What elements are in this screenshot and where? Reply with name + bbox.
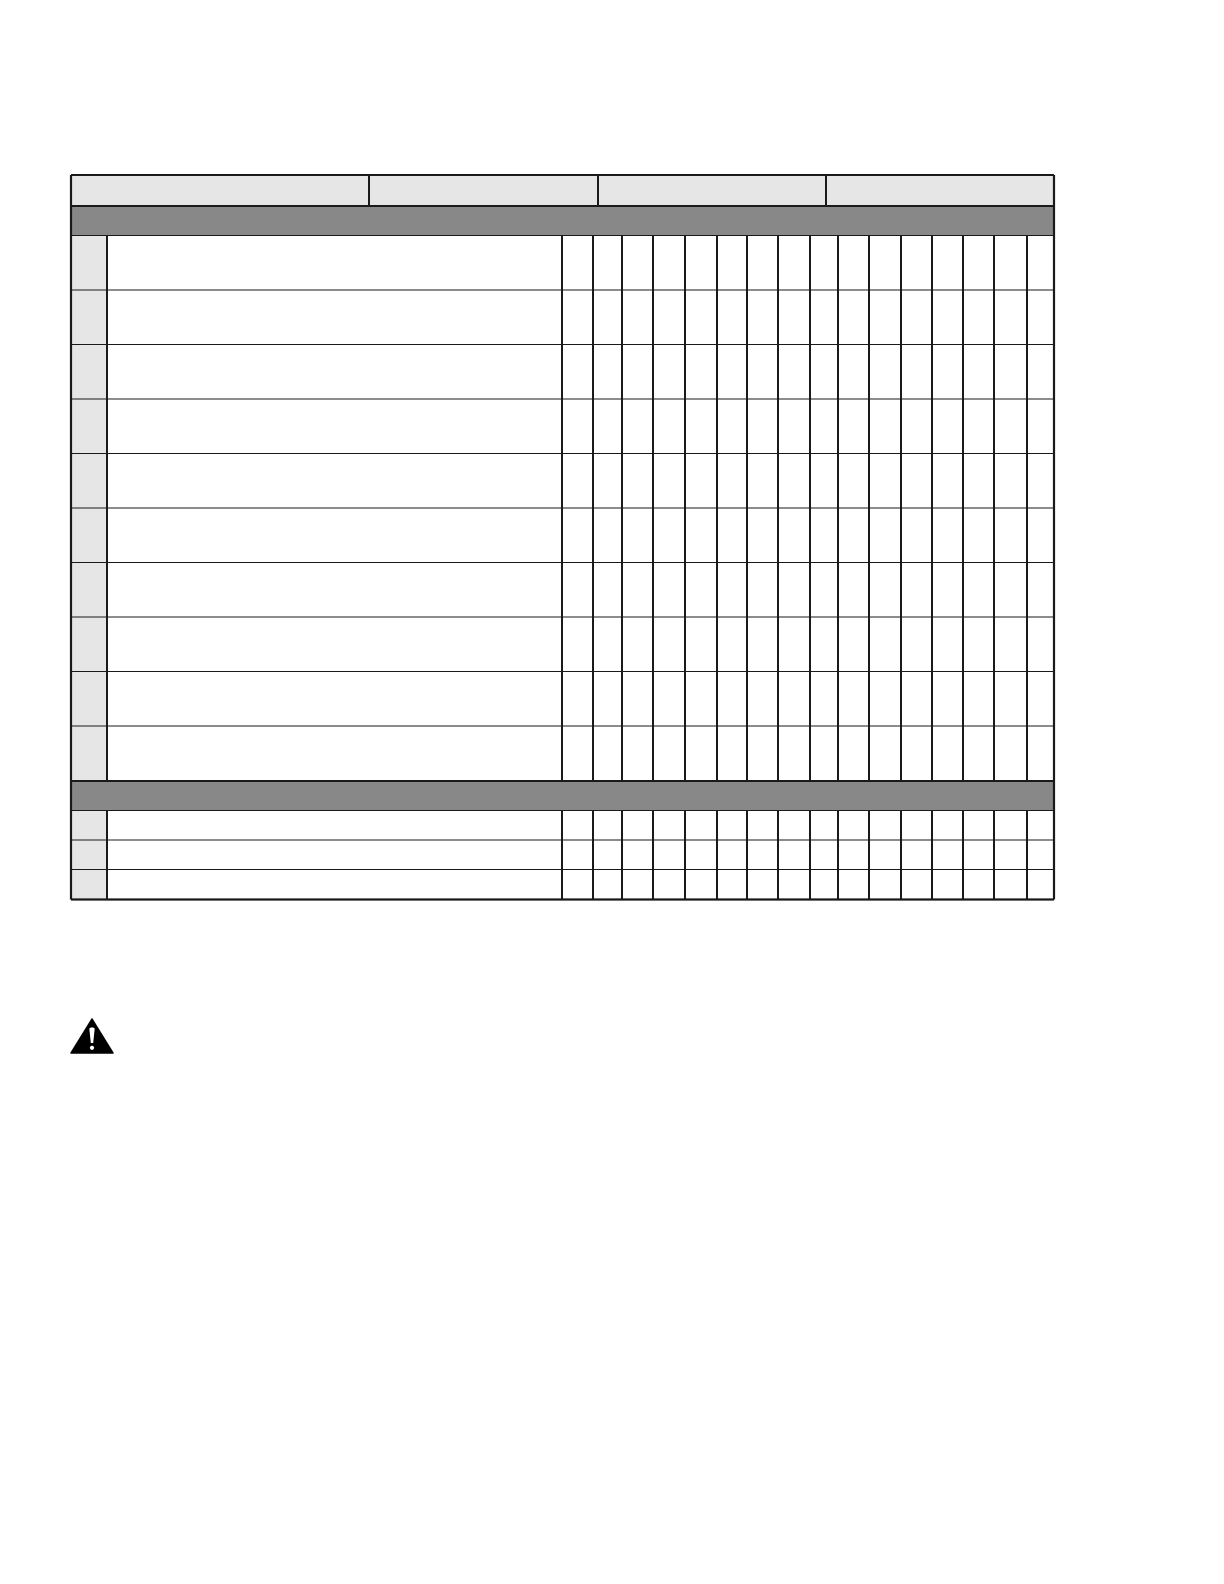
check-cell[interactable] [653, 454, 685, 509]
check-cell[interactable] [1027, 618, 1054, 673]
row-description-cell[interactable] [107, 236, 562, 291]
check-cell[interactable] [653, 291, 685, 346]
row-description-cell[interactable] [107, 291, 562, 346]
check-cell[interactable] [653, 841, 685, 871]
check-cell[interactable] [932, 841, 963, 871]
check-cell[interactable] [901, 811, 932, 841]
check-cell[interactable] [869, 236, 901, 291]
check-cell[interactable] [778, 727, 810, 782]
check-cell[interactable] [593, 345, 622, 400]
check-cell[interactable] [747, 509, 778, 564]
check-cell[interactable] [963, 291, 994, 346]
check-cell[interactable] [653, 672, 685, 727]
check-cell[interactable] [963, 727, 994, 782]
check-cell[interactable] [932, 727, 963, 782]
row-number-cell [71, 345, 107, 400]
check-cell[interactable] [622, 870, 653, 900]
check-cell[interactable] [717, 291, 747, 346]
check-cell[interactable] [778, 454, 810, 509]
warning-icon [70, 1018, 114, 1054]
check-cell[interactable] [810, 672, 838, 727]
check-cell[interactable] [622, 618, 653, 673]
check-cell[interactable] [1027, 672, 1054, 727]
check-cell[interactable] [994, 291, 1027, 346]
check-cell[interactable] [932, 870, 963, 900]
check-cell[interactable] [593, 291, 622, 346]
check-cell[interactable] [653, 236, 685, 291]
row-description-cell[interactable] [107, 563, 562, 618]
check-cell[interactable] [747, 345, 778, 400]
check-cell[interactable] [717, 811, 747, 841]
check-cell[interactable] [593, 236, 622, 291]
check-cell[interactable] [593, 563, 622, 618]
check-cell[interactable] [810, 563, 838, 618]
row-description-cell[interactable] [107, 727, 562, 782]
check-cell[interactable] [653, 563, 685, 618]
check-cell[interactable] [963, 454, 994, 509]
check-cell[interactable] [838, 727, 869, 782]
check-cell[interactable] [838, 291, 869, 346]
check-cell[interactable] [685, 236, 717, 291]
check-cell[interactable] [810, 727, 838, 782]
row-description-cell[interactable] [107, 841, 562, 871]
check-cell[interactable] [747, 236, 778, 291]
check-cell[interactable] [747, 870, 778, 900]
check-cell[interactable] [869, 841, 901, 871]
check-cell[interactable] [994, 672, 1027, 727]
table-row [71, 563, 1054, 618]
check-cell[interactable] [593, 811, 622, 841]
check-cell[interactable] [622, 400, 653, 455]
check-cell[interactable] [838, 563, 869, 618]
check-cell[interactable] [963, 509, 994, 564]
check-cell[interactable] [747, 291, 778, 346]
check-cell[interactable] [869, 291, 901, 346]
check-cell[interactable] [1027, 345, 1054, 400]
check-cell[interactable] [901, 400, 932, 455]
check-cell[interactable] [747, 400, 778, 455]
check-cell[interactable] [932, 618, 963, 673]
check-cell[interactable] [778, 509, 810, 564]
check-cell[interactable] [994, 563, 1027, 618]
row-number-cell [71, 841, 107, 871]
row-number-cell [71, 236, 107, 291]
check-cell[interactable] [838, 841, 869, 871]
check-cell[interactable] [653, 400, 685, 455]
section-header [71, 206, 1054, 236]
table-row [71, 618, 1054, 673]
check-cell[interactable] [869, 811, 901, 841]
check-cell[interactable] [838, 454, 869, 509]
check-cell[interactable] [717, 236, 747, 291]
check-cell[interactable] [653, 345, 685, 400]
check-cell[interactable] [994, 727, 1027, 782]
check-cell[interactable] [593, 400, 622, 455]
check-cell[interactable] [717, 870, 747, 900]
check-cell[interactable] [593, 672, 622, 727]
check-cell[interactable] [778, 870, 810, 900]
table-row [71, 400, 1054, 455]
table-row [71, 454, 1054, 509]
check-cell[interactable] [593, 870, 622, 900]
check-cell[interactable] [622, 727, 653, 782]
check-cell[interactable] [838, 618, 869, 673]
check-cell[interactable] [747, 811, 778, 841]
table-row [71, 509, 1054, 564]
check-cell[interactable] [685, 618, 717, 673]
check-cell[interactable] [901, 841, 932, 871]
check-cell[interactable] [622, 454, 653, 509]
check-cell[interactable] [562, 618, 593, 673]
check-cell[interactable] [685, 345, 717, 400]
check-cell[interactable] [747, 618, 778, 673]
check-cell[interactable] [994, 870, 1027, 900]
check-cell[interactable] [963, 672, 994, 727]
check-cell[interactable] [810, 870, 838, 900]
check-cell[interactable] [717, 345, 747, 400]
check-cell[interactable] [869, 870, 901, 900]
check-cell[interactable] [963, 563, 994, 618]
check-cell[interactable] [1027, 563, 1054, 618]
check-cell[interactable] [838, 400, 869, 455]
check-cell[interactable] [562, 563, 593, 618]
check-cell[interactable] [869, 509, 901, 564]
check-cell[interactable] [994, 841, 1027, 871]
check-cell[interactable] [653, 618, 685, 673]
row-number-cell [71, 672, 107, 727]
check-cell[interactable] [932, 811, 963, 841]
row-number-cell [71, 563, 107, 618]
check-cell[interactable] [838, 811, 869, 841]
check-cell[interactable] [838, 870, 869, 900]
check-cell[interactable] [901, 291, 932, 346]
check-cell[interactable] [622, 236, 653, 291]
check-cell[interactable] [994, 345, 1027, 400]
check-cell[interactable] [685, 811, 717, 841]
check-cell[interactable] [685, 727, 717, 782]
check-cell[interactable] [685, 291, 717, 346]
check-cell[interactable] [869, 454, 901, 509]
check-cell[interactable] [622, 345, 653, 400]
check-cell[interactable] [717, 618, 747, 673]
check-cell[interactable] [622, 672, 653, 727]
check-cell[interactable] [838, 509, 869, 564]
check-cell[interactable] [593, 618, 622, 673]
check-cell[interactable] [901, 454, 932, 509]
check-cell[interactable] [622, 509, 653, 564]
check-cell[interactable] [838, 672, 869, 727]
check-cell[interactable] [838, 345, 869, 400]
check-cell[interactable] [810, 841, 838, 871]
table-row [71, 291, 1054, 346]
check-cell[interactable] [747, 563, 778, 618]
check-cell[interactable] [622, 291, 653, 346]
warning-block [70, 1018, 114, 1059]
check-cell[interactable] [932, 236, 963, 291]
check-cell[interactable] [994, 618, 1027, 673]
check-cell[interactable] [562, 509, 593, 564]
check-cell[interactable] [810, 291, 838, 346]
check-cell[interactable] [747, 672, 778, 727]
check-cell[interactable] [562, 454, 593, 509]
check-cell[interactable] [778, 291, 810, 346]
check-cell[interactable] [717, 454, 747, 509]
check-cell[interactable] [653, 811, 685, 841]
check-cell[interactable] [963, 870, 994, 900]
check-cell[interactable] [778, 811, 810, 841]
table-row [71, 811, 1054, 841]
check-cell[interactable] [685, 563, 717, 618]
check-cell[interactable] [593, 454, 622, 509]
check-cell[interactable] [562, 236, 593, 291]
header-cell[interactable] [369, 175, 598, 206]
check-cell[interactable] [901, 727, 932, 782]
check-cell[interactable] [747, 841, 778, 871]
check-cell[interactable] [778, 618, 810, 673]
row-description-cell[interactable] [107, 400, 562, 455]
check-cell[interactable] [932, 345, 963, 400]
check-cell[interactable] [901, 618, 932, 673]
check-cell[interactable] [622, 841, 653, 871]
check-cell[interactable] [685, 841, 717, 871]
check-cell[interactable] [932, 509, 963, 564]
check-cell[interactable] [685, 400, 717, 455]
table-row [71, 870, 1054, 900]
check-cell[interactable] [717, 841, 747, 871]
check-cell[interactable] [593, 509, 622, 564]
check-cell[interactable] [901, 236, 932, 291]
header-cell[interactable] [598, 175, 826, 206]
check-cell[interactable] [778, 672, 810, 727]
check-cell[interactable] [810, 618, 838, 673]
check-cell[interactable] [994, 811, 1027, 841]
check-cell[interactable] [963, 618, 994, 673]
check-cell[interactable] [932, 672, 963, 727]
check-cell[interactable] [562, 291, 593, 346]
check-cell[interactable] [562, 400, 593, 455]
check-cell[interactable] [747, 454, 778, 509]
row-description-cell[interactable] [107, 870, 562, 900]
row-description-cell[interactable] [107, 811, 562, 841]
header-cell[interactable] [71, 175, 369, 206]
check-cell[interactable] [593, 727, 622, 782]
check-cell[interactable] [1027, 236, 1054, 291]
check-cell[interactable] [562, 841, 593, 871]
check-cell[interactable] [810, 454, 838, 509]
check-cell[interactable] [810, 236, 838, 291]
check-cell[interactable] [685, 672, 717, 727]
check-cell[interactable] [717, 563, 747, 618]
check-cell[interactable] [778, 841, 810, 871]
check-cell[interactable] [562, 672, 593, 727]
check-cell[interactable] [685, 870, 717, 900]
check-cell[interactable] [932, 400, 963, 455]
check-cell[interactable] [1027, 400, 1054, 455]
check-cell[interactable] [1027, 454, 1054, 509]
check-cell[interactable] [869, 563, 901, 618]
check-cell[interactable] [717, 400, 747, 455]
check-cell[interactable] [810, 345, 838, 400]
table-row [71, 672, 1054, 727]
check-cell[interactable] [901, 345, 932, 400]
row-description-cell[interactable] [107, 618, 562, 673]
check-cell[interactable] [901, 563, 932, 618]
table-row [71, 236, 1054, 291]
check-cell[interactable] [778, 563, 810, 618]
row-number-cell [71, 400, 107, 455]
check-cell[interactable] [622, 563, 653, 618]
row-number-cell [71, 291, 107, 346]
check-cell[interactable] [747, 727, 778, 782]
check-cell[interactable] [562, 727, 593, 782]
row-number-cell [71, 509, 107, 564]
check-cell[interactable] [901, 870, 932, 900]
row-description-cell[interactable] [107, 672, 562, 727]
row-description-cell[interactable] [107, 345, 562, 400]
check-cell[interactable] [778, 345, 810, 400]
check-cell[interactable] [810, 400, 838, 455]
row-number-cell [71, 811, 107, 841]
check-cell[interactable] [810, 509, 838, 564]
check-cell[interactable] [838, 236, 869, 291]
check-cell[interactable] [994, 454, 1027, 509]
check-cell[interactable] [562, 811, 593, 841]
check-cell[interactable] [963, 841, 994, 871]
section-header [71, 781, 1054, 811]
check-cell[interactable] [963, 345, 994, 400]
row-number-cell [71, 618, 107, 673]
check-cell[interactable] [685, 454, 717, 509]
check-cell[interactable] [1027, 291, 1054, 346]
check-cell[interactable] [932, 563, 963, 618]
header-cell[interactable] [826, 175, 1054, 206]
check-cell[interactable] [1027, 811, 1054, 841]
check-cell[interactable] [717, 509, 747, 564]
check-cell[interactable] [994, 400, 1027, 455]
row-number-cell [71, 870, 107, 900]
check-cell[interactable] [562, 345, 593, 400]
check-cell[interactable] [869, 400, 901, 455]
check-cell[interactable] [901, 509, 932, 564]
check-cell[interactable] [562, 870, 593, 900]
check-cell[interactable] [869, 672, 901, 727]
check-cell[interactable] [1027, 727, 1054, 782]
check-cell[interactable] [653, 870, 685, 900]
check-cell[interactable] [869, 618, 901, 673]
check-cell[interactable] [963, 811, 994, 841]
check-cell[interactable] [810, 811, 838, 841]
row-number-cell [71, 454, 107, 509]
check-cell[interactable] [653, 509, 685, 564]
table-row [71, 841, 1054, 871]
check-cell[interactable] [593, 841, 622, 871]
check-cell[interactable] [1027, 841, 1054, 871]
row-number-cell [71, 727, 107, 782]
check-cell[interactable] [622, 811, 653, 841]
check-cell[interactable] [901, 672, 932, 727]
table-row [71, 727, 1054, 782]
row-description-cell[interactable] [107, 454, 562, 509]
table-row [71, 345, 1054, 400]
check-cell[interactable] [994, 236, 1027, 291]
check-cell[interactable] [653, 727, 685, 782]
check-cell[interactable] [932, 454, 963, 509]
check-cell[interactable] [1027, 509, 1054, 564]
check-cell[interactable] [1027, 870, 1054, 900]
check-cell[interactable] [869, 345, 901, 400]
check-cell[interactable] [932, 291, 963, 346]
check-cell[interactable] [869, 727, 901, 782]
check-cell[interactable] [963, 236, 994, 291]
check-cell[interactable] [685, 509, 717, 564]
row-description-cell[interactable] [107, 509, 562, 564]
check-cell[interactable] [717, 672, 747, 727]
check-cell[interactable] [994, 509, 1027, 564]
check-cell[interactable] [778, 236, 810, 291]
check-cell[interactable] [963, 400, 994, 455]
check-cell[interactable] [778, 400, 810, 455]
check-cell[interactable] [717, 727, 747, 782]
